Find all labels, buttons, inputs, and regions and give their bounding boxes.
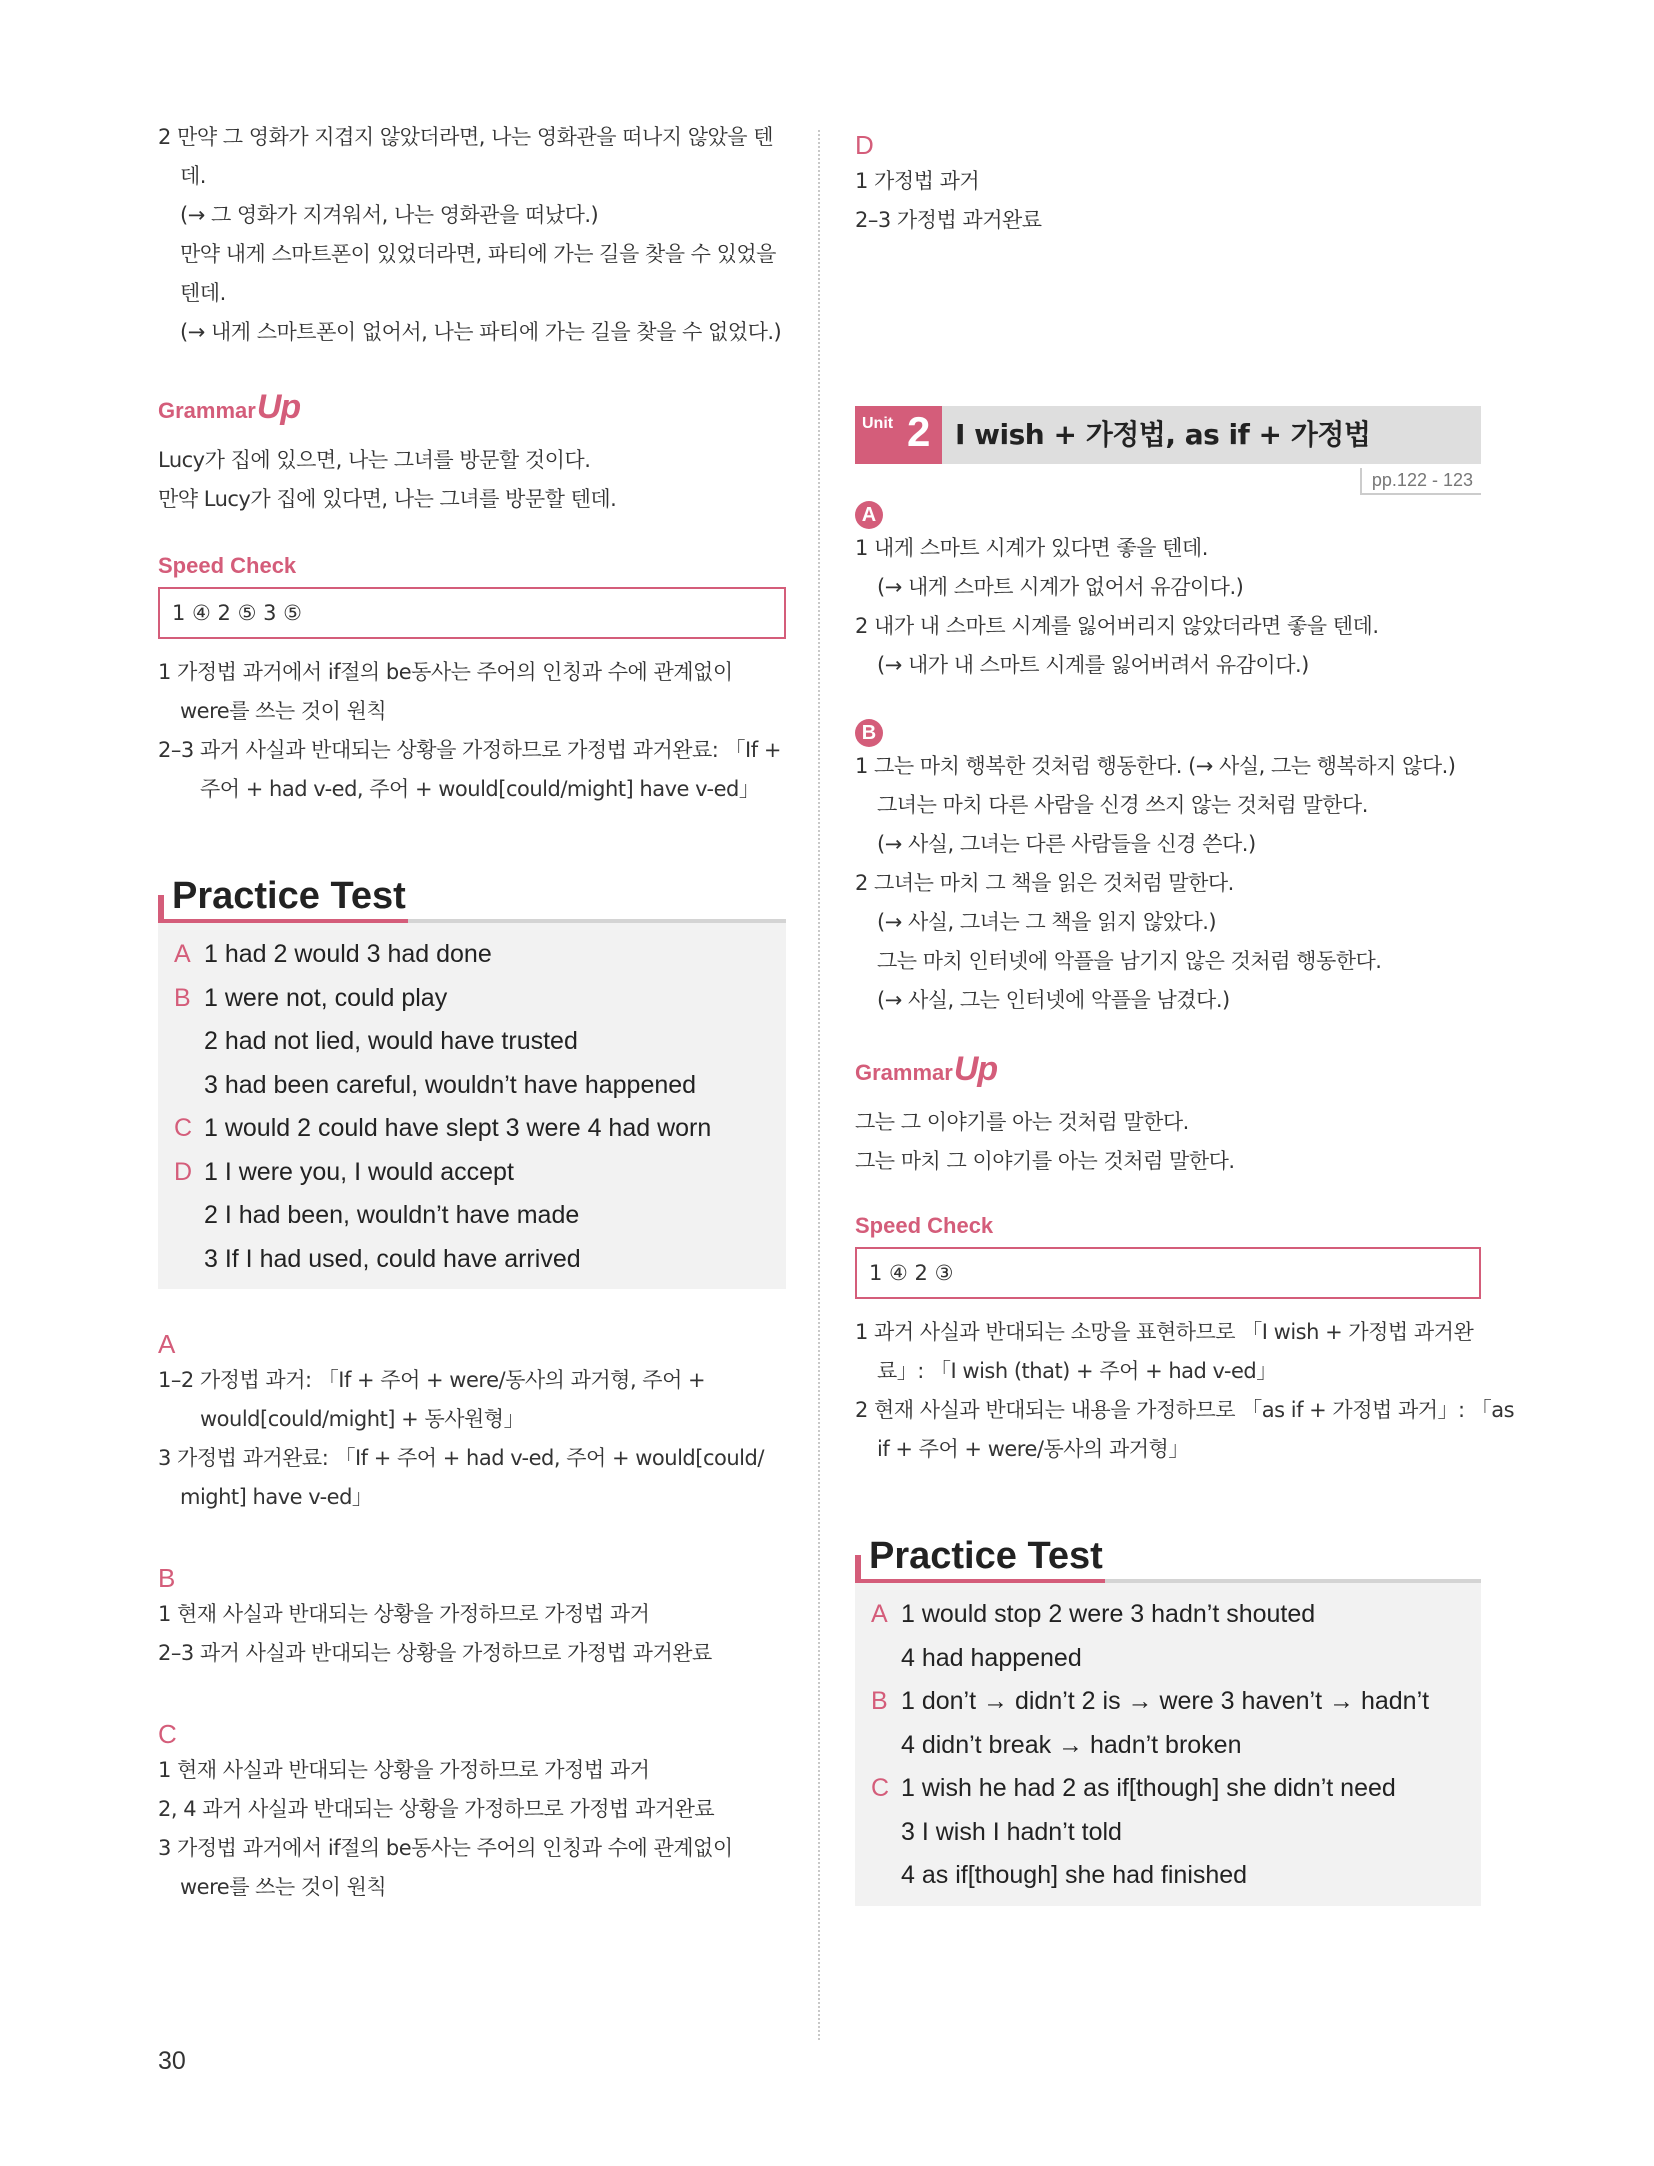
text-line: 2 현재 사실과 반대되는 내용을 가정하므로 「as if + 가정법 과거」: 「as [855,1398,1515,1422]
part-b [855,719,1481,1020]
text-line: 주어 + had v-ed, 주어 + would[could/might] have v-ed」 [200,777,760,801]
text-line: 그는 마치 그 이야기를 아는 것처럼 말한다. [855,1149,1235,1173]
answer-letter: B [871,1687,888,1715]
page-range-label: pp.122 - 123 [1360,468,1481,495]
unit-title: I wish + 가정법, as if + 가정법 [955,418,1371,451]
answer-text: 2 had not lied, would have trusted [204,1027,578,1055]
speed-check-block [855,1211,1515,1469]
text-line: (→ 내게 스마트폰이 없어서, 나는 파티에 가는 길을 찾을 수 없었다.) [180,320,782,344]
grammar-label: Grammar [158,398,256,423]
section-a [158,1327,786,1517]
grammar-up-heading [158,388,786,427]
text-line: 2 그녀는 마치 그 책을 읽은 것처럼 말한다. [855,871,1234,895]
section-b [158,1561,786,1673]
speed-check-answer-box: 1 ④ 2 ③ [855,1247,1481,1299]
grammar-up-heading [855,1050,1481,1089]
answer-row [871,1680,1467,1724]
answer-text: 3 I wish I hadn’t told [901,1817,1122,1846]
intro-block [158,118,786,352]
text-line: (→ 내게 스마트 시계가 없어서 유감이다.) [877,575,1244,599]
answer-letter: A [174,940,191,968]
answer-row [871,1593,1467,1637]
text-line: (→ 그 영화가 지겨워서, 나는 영화관을 떠났다.) [180,203,599,227]
answer-letter: D [174,1157,193,1186]
text-line: were를 쓰는 것이 원칙 [180,1875,387,1899]
answer-row [871,1724,1467,1768]
answer-letter: B [174,983,191,1012]
text-line: (→ 사실, 그녀는 다른 사람들을 신경 쓴다.) [877,832,1256,856]
answer-letter: A [871,1600,888,1628]
speed-check-title: Speed Check [855,1213,994,1238]
column-divider [818,130,820,2040]
answer-text: 1 would 2 could have slept 3 were 4 had worn [204,1114,712,1142]
text-line: 1 과거 사실과 반대되는 소망을 표현하므로 「I wish + 가정법 과거완 [855,1320,1474,1344]
text-line: 1–2 가정법 과거: 「If + 주어 + were/동사의 과거형, 주어 + [158,1368,706,1392]
page-range [855,468,1481,495]
answer-row [174,1064,772,1108]
text-line: 만약 내게 스마트폰이 있었더라면, 파티에 가는 길을 찾을 수 있었을 [180,242,776,266]
practice-test-answers [158,923,786,1289]
answer-letter: C [174,1114,193,1142]
section-letter: A [158,1329,176,1359]
text-line: 2–3 과거 사실과 반대되는 상황을 가정하므로 가정법 과거완료 [158,1641,712,1665]
text-line: 료」: 「I wish (that) + 주어 + had v-ed」 [877,1359,1277,1383]
answer-text: 1 don’t → didn’t 2 is → were 3 haven’t → hadn’t [901,1687,1430,1715]
text-line: 2, 4 과거 사실과 반대되는 상황을 가정하므로 가정법 과거완료 [158,1797,715,1821]
answer-text: 3 had been careful, wouldn’t have happened [204,1070,697,1099]
unit-label: Unit [862,415,894,432]
answer-text: 2 I had been, wouldn’t have made [204,1201,580,1229]
answer-row [871,1811,1467,1855]
grammar-up-block [855,1050,1481,1181]
text-line: if + 주어 + were/동사의 과거형」 [877,1437,1189,1461]
part-letter-badge: A [855,501,883,529]
section-c [158,1717,786,1907]
speed-check-title: Speed Check [158,553,297,578]
answer-text: 1 were not, could play [204,983,448,1012]
text-line: 1 현재 사실과 반대되는 상황을 가정하므로 가정법 과거 [158,1602,650,1626]
unit-header [855,406,1481,464]
text-line: (→ 내가 내 스마트 시계를 잃어버려서 유감이다.) [877,653,1309,677]
answer-row [174,1238,772,1282]
text-line: 1 가정법 과거에서 if절의 be동사는 주어의 인칭과 수에 관계없이 [158,660,733,684]
text-line: 그는 마치 인터넷에 악플을 남기지 않은 것처럼 행동한다. [877,949,1382,973]
answer-row [871,1854,1467,1898]
text-line: 1 그는 마치 행복한 것처럼 행동한다. (→ 사실, 그는 행복하지 않다.) [855,754,1456,778]
text-line: 데. [180,164,206,188]
grammar-label: Grammar [855,1060,953,1085]
answer-text: 1 I were you, I would accept [204,1157,514,1186]
text-line: 3 가정법 과거에서 if절의 be동사는 주어의 인칭과 수에 관계없이 [158,1836,733,1860]
practice-test-title: Practice Test [172,875,406,917]
answer-letter: C [871,1774,890,1802]
practice-test-title: Practice Test [869,1535,1103,1577]
section-letter: C [158,1719,177,1749]
practice-test-heading [158,873,786,923]
up-label: Up [953,1050,998,1088]
answer-text: 1 had 2 would 3 had done [204,940,492,968]
text-line: 2 만약 그 영화가 지겹지 않았더라면, 나는 영화관을 떠나지 않았을 텐 [158,125,774,149]
practice-test-heading [855,1533,1481,1583]
section-letter: D [855,130,874,160]
heading-underline-accent [855,1579,1105,1583]
answer-row [174,1194,772,1238]
answer-text: 4 had happened [901,1643,1082,1672]
text-line: Lucy가 집에 있으면, 나는 그녀를 방문할 것이다. [158,448,591,472]
section-letter: B [158,1563,176,1593]
text-line: were를 쓰는 것이 원칙 [180,699,387,723]
text-line: might] have v-ed」 [180,1485,373,1509]
text-line: would[could/might] + 동사원형」 [200,1407,525,1431]
answer-text: 1 wish he had 2 as if[though] she didn’t need [901,1774,1396,1802]
answer-text: 3 If I had used, could have arrived [204,1244,581,1273]
up-label: Up [256,388,301,426]
text-line: 2–3 과거 사실과 반대되는 상황을 가정하므로 가정법 과거완료: 「If + [158,738,781,762]
text-line: 1 가정법 과거 [855,169,980,193]
practice-test-block [855,1533,1481,1906]
speed-check-block [158,551,786,809]
text-line: (→ 사실, 그는 인터넷에 악플을 남겼다.) [877,988,1230,1012]
part-letter-badge: B [855,719,883,747]
text-line: 3 가정법 과거완료: 「If + 주어 + had v-ed, 주어 + would[could/ [158,1446,764,1470]
answer-row [174,1151,772,1195]
answer-row [174,1020,772,1064]
heading-underline-accent [158,919,408,923]
page-number: 30 [158,2047,186,2075]
answer-text: 1 would stop 2 were 3 hadn’t shouted [901,1600,1316,1628]
speed-check-answer-box: 1 ④ 2 ⑤ 3 ⑤ [158,587,786,639]
practice-test-answers [855,1583,1481,1906]
answer-row [174,1107,772,1151]
text-line: 그녀는 마치 다른 사람을 신경 쓰지 않는 것처럼 말한다. [877,793,1368,817]
unit-number: 2 [907,408,931,455]
text-line: 텐데. [180,281,226,305]
grammar-up-block [158,388,786,519]
answer-text: 4 as if[though] she had finished [901,1861,1248,1889]
part-a [855,501,1481,685]
answer-text: 4 didn’t break → hadn’t broken [901,1730,1242,1759]
text-line: 2 내가 내 스마트 시계를 잃어버리지 않았더라면 좋을 텐데. [855,614,1379,638]
right-column [855,128,1515,1906]
text-line: 1 현재 사실과 반대되는 상황을 가정하므로 가정법 과거 [158,1758,650,1782]
text-line: 그는 그 이야기를 아는 것처럼 말한다. [855,1110,1189,1134]
practice-test-block [158,873,786,1289]
answer-row [174,977,772,1021]
answer-row [871,1637,1467,1681]
section-d [855,128,1481,240]
answer-row [871,1767,1467,1811]
text-line: (→ 사실, 그녀는 그 책을 읽지 않았다.) [877,910,1217,934]
text-line: 만약 Lucy가 집에 있다면, 나는 그녀를 방문할 텐데. [158,487,617,511]
text-line: 2–3 가정법 과거완료 [855,208,1042,232]
left-column [158,118,786,1907]
answer-row [174,933,772,977]
text-line: 1 내게 스마트 시계가 있다면 좋을 텐데. [855,536,1208,560]
unit-tag [855,406,942,464]
